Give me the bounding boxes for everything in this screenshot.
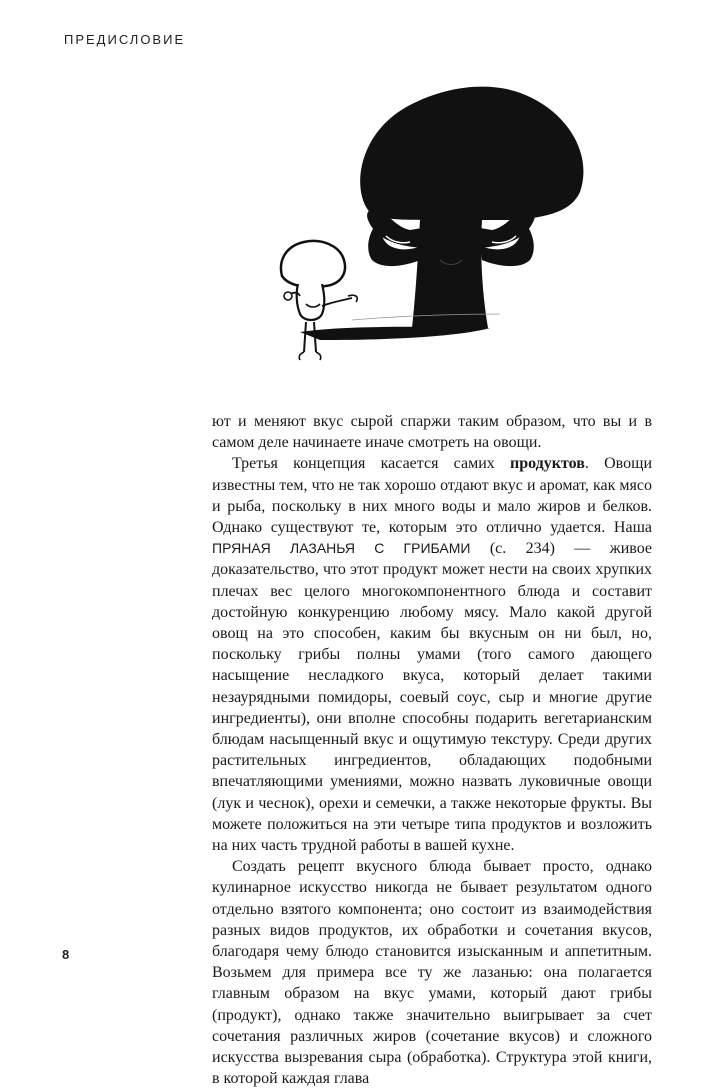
running-head: ПРЕДИСЛОВИЕ bbox=[64, 32, 186, 47]
page-number: 8 bbox=[62, 947, 70, 962]
paragraph-2-text-a: Третья концепция касается самих bbox=[232, 455, 511, 473]
paragraph-2-text-b: . Овощи известны тем, что не так хорошо отдают вкус и аромат, как мясо и рыба, поскольку в них много воды и мало жиров и белков. Однако существуют те, которым это отлично удается. Наша bbox=[212, 455, 653, 537]
mushroom-shadow-flexing-icon bbox=[260, 70, 620, 390]
recipe-reference: ПРЯНАЯ ЛАЗАНЬЯ С ГРИБАМИ bbox=[212, 540, 471, 557]
body-text bbox=[212, 411, 652, 1090]
paragraph-1: ют и меняют вкус сырой спаржи таким образом, что вы и в самом деле начинаете иначе смотреть на овощи. bbox=[212, 413, 652, 452]
paragraph-2-text-c: (с. 234) — живое доказательство, что этот продукт может нести на своих хрупких плечах вес целого многокомпонентного блюда и составит достойную конкуренцию любому мясу. Мало какой другой овощ на это способен, каким бы вкусным он ни был, но, поскольку грибы полны умами (того самого дающего насыщение несладкого вкуса, который делает такими незаурядными помидоры, соевый соус, сыр и многие другие ингредиенты), они вполне способны подарить вегетарианским блюдам насыщенный вкус и ощутимую текстуру. Среди других растительных ингредиентов, обладающих подобными впечатляющими умениями, можно назвать луковичные овощи (лук и чеснок), орехи и семечки, а также некоторые фрукты. Вы можете положиться на эти четыре типа продуктов и возложить на них часть трудной работы в вашей кухне. bbox=[212, 540, 652, 855]
paragraph-2-bold-term: продуктов bbox=[510, 455, 585, 473]
paragraph-2 bbox=[212, 453, 652, 856]
paragraph-3: Создать рецепт вкусного блюда бывает просто, однако кулинарное искусство никогда не бывает результатом одного отдельно взятого компонента; оно состоит из взаимодействия разных видов продуктов, их обработки и сочетания вкусов, благодаря чему блюдо становится изысканным и аппетитным. Возьмем для примера все ту же лазанью: она полагается главным образом на вкус умами, который дают грибы (продукт), однако также значительно выигрывает за счет сочетания различных жиров (сочетание вкусов) и сложного искусства вызревания сыра (обработка). Структура этой книги, в которой каждая глава bbox=[212, 858, 652, 1088]
